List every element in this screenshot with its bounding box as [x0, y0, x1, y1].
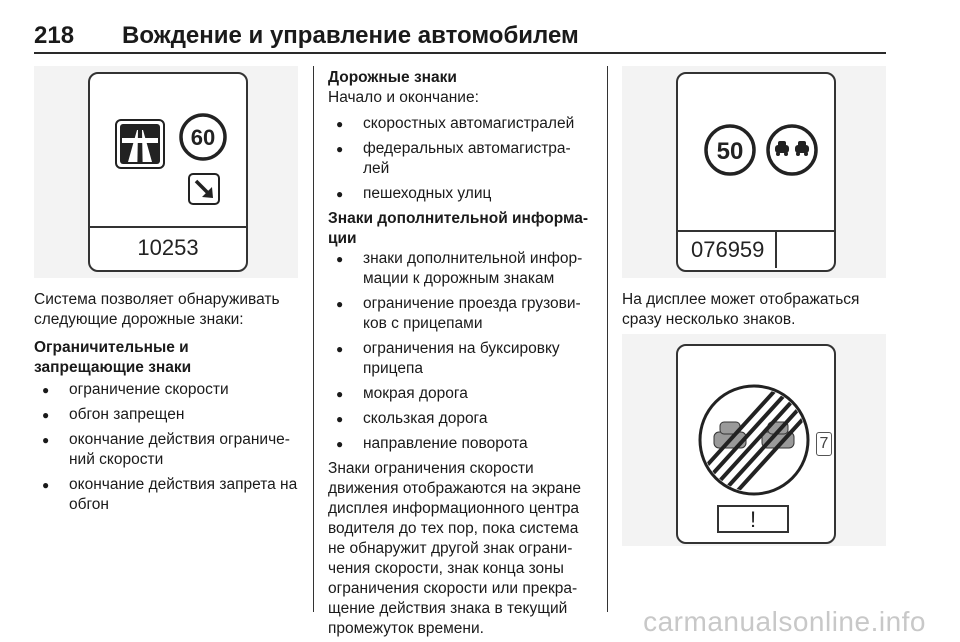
warning-mark: ! [749, 507, 757, 532]
column-right [622, 290, 886, 330]
column-divider [313, 66, 314, 612]
list-item: ● знаки дополнительной инфор-мации к дорожным знакам [328, 249, 594, 289]
figure-code: 10253 [137, 235, 199, 260]
list-item: ● пешеходных улиц [328, 184, 594, 204]
column-middle [328, 68, 594, 639]
list-item: ● окончание действия ограниче-ний скорости [34, 430, 300, 470]
subheading: Начало и окончание: [328, 89, 479, 106]
list-item: ● скользкая дорога [328, 409, 594, 429]
sign-graphics [90, 74, 246, 224]
sign-graphics [678, 74, 834, 224]
section-heading: Знаки дополнительной информа-ции [328, 210, 589, 247]
page-title: Вождение и управление автомобилем [122, 22, 579, 49]
list-item: ● федеральных автомагистра-лей [328, 139, 594, 179]
sign-code-box [90, 226, 246, 270]
list-item: ● ограничения на буксировку прицепа [328, 339, 594, 379]
additional-info-list [328, 249, 594, 454]
body-paragraph: На дисплее может отображаться сразу несколько знаков. [622, 291, 860, 328]
body-paragraph: Знаки ограничения скорости движения отображаются на экране дисплея информационного центра водителя до тех пор, пока система не обнаружит другой знак ограни-чения скорости, знак конца зоны ограничения скорости или прекра-щение действия знака в текущий промежуток времени. [328, 460, 582, 637]
list-item: ● скоростных автомагистралей [328, 114, 594, 134]
list-item: ● ограничение проезда грузови-ков с прицепами [328, 294, 594, 334]
sign-display-panel [676, 344, 836, 544]
side-label: 7 [819, 435, 829, 452]
column-divider [607, 66, 608, 612]
speed-limit-sign-icon [706, 126, 754, 174]
road-sign-list [328, 114, 594, 204]
section-heading: Ограничительные и запрещающие знаки [34, 339, 192, 376]
no-overtaking-sign-icon [768, 126, 816, 174]
list-item: ● окончание действия запрета на обгон [34, 475, 300, 515]
figure-sign-end-no-overtaking [622, 334, 886, 546]
intro-text: Система позволяет обнаруживать следующие дорожные знаки: [34, 291, 280, 328]
figure-code: 076959 [681, 232, 777, 268]
sign-code-box [678, 230, 834, 270]
arrow-down-right-icon [189, 174, 219, 204]
list-item: ● направление поворота [328, 434, 594, 454]
end-of-no-overtaking-sign-icon [690, 374, 822, 508]
motorway-icon [116, 120, 164, 168]
page-header [34, 18, 886, 54]
speed-limit-sign-icon [181, 115, 225, 159]
section-heading: Дорожные знаки [328, 69, 457, 86]
side-label-box [816, 432, 832, 456]
page-number: 218 [34, 22, 75, 49]
speed-limit-50-label: 50 [716, 138, 744, 165]
watermark: carmanualsonline.info [643, 606, 926, 637]
list-item: ● ограничение скорости [34, 380, 300, 400]
sign-graphics [678, 346, 834, 542]
speed-limit-60-label: 60 [190, 125, 216, 150]
list-item: ● мокрая дорога [328, 384, 594, 404]
figure-signs-motorway [34, 66, 298, 278]
sign-display-panel [676, 72, 836, 272]
figure-signs-speed [622, 66, 886, 278]
restriction-list [34, 380, 300, 515]
sign-display-panel [88, 72, 248, 272]
column-left [34, 290, 300, 520]
list-item: ● обгон запрещен [34, 405, 300, 425]
